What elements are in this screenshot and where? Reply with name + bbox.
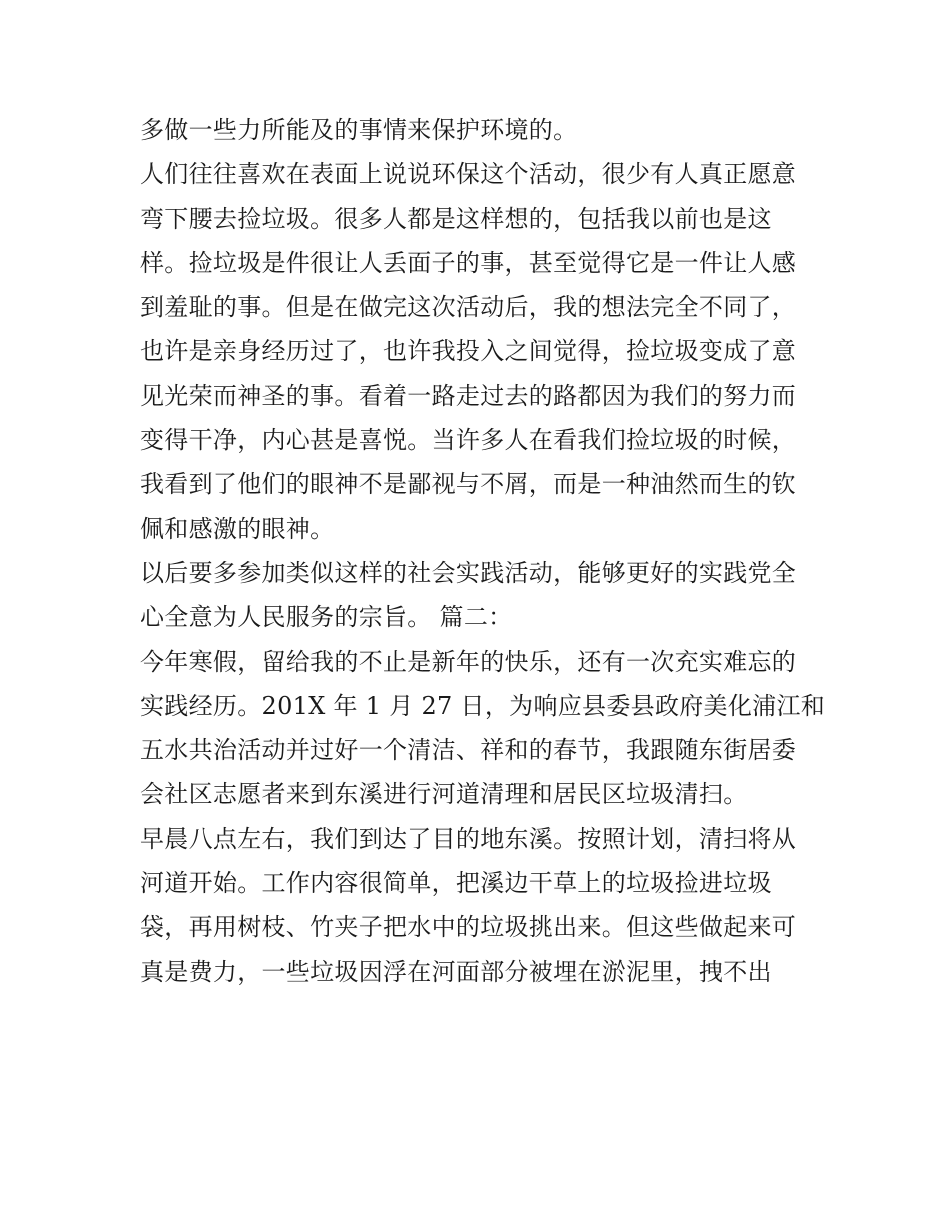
text-line: 会社区志愿者来到东溪进行河道清理和居民区垃圾清扫。 — [140, 780, 748, 809]
text-line: 我看到了他们的眼神不是鄙视与不屑，而是一种油然而生的钦 — [140, 470, 797, 499]
text-line: 弯下腰去捡垃圾。很多人都是这样想的，包括我以前也是这 — [140, 204, 772, 233]
text-line: 实践经历。201X 年 1 月 27 日，为响应县委县政府美化浦江和 — [140, 691, 826, 720]
text-line: 早晨八点左右，我们到达了目的地东溪。按照计划，清扫将从 — [140, 824, 797, 853]
text-line: 多做一些力所能及的事情来保护环境的。 — [140, 116, 578, 144]
text-line: 真是费力，一些垃圾因浮在河面部分被埋在淤泥里，拽不出 — [140, 957, 772, 986]
text-line: 也许是亲身经历过了，也许我投入之间觉得，捡垃圾变成了意 — [140, 337, 797, 366]
text-line: 佩和感激的眼神。 — [140, 514, 335, 543]
text-line: 心全意为人民服务的宗旨。 篇二： — [140, 603, 513, 632]
text-line: 以后要多参加类似这样的社会实践活动，能够更好的实践党全 — [140, 558, 797, 587]
body-text — [140, 108, 826, 994]
text-line: 袋，再用树枝、竹夹子把水中的垃圾挑出来。但这些做起来可 — [140, 913, 797, 942]
text-line: 五水共治活动并过好一个清洁、祥和的春节，我跟随东街居委 — [140, 736, 797, 765]
text-line: 河道开始。工作内容很简单，把溪边干草上的垃圾捡进垃圾 — [140, 869, 772, 898]
text-line: 到羞耻的事。但是在做完这次活动后，我的想法完全不同了， — [140, 293, 797, 322]
text-line: 变得干净，内心甚是喜悦。当许多人在看我们捡垃圾的时候， — [140, 426, 797, 455]
text-line: 人们往往喜欢在表面上说说环保这个活动，很少有人真正愿意 — [140, 160, 797, 189]
text-line: 今年寒假，留给我的不止是新年的快乐，还有一次充实难忘的 — [140, 647, 797, 676]
text-line: 样。捡垃圾是件很让人丢面子的事，甚至觉得它是一件让人感 — [140, 248, 797, 277]
text-line: 见光荣而神圣的事。看着一路走过去的路都因为我们的努力而 — [140, 381, 797, 410]
